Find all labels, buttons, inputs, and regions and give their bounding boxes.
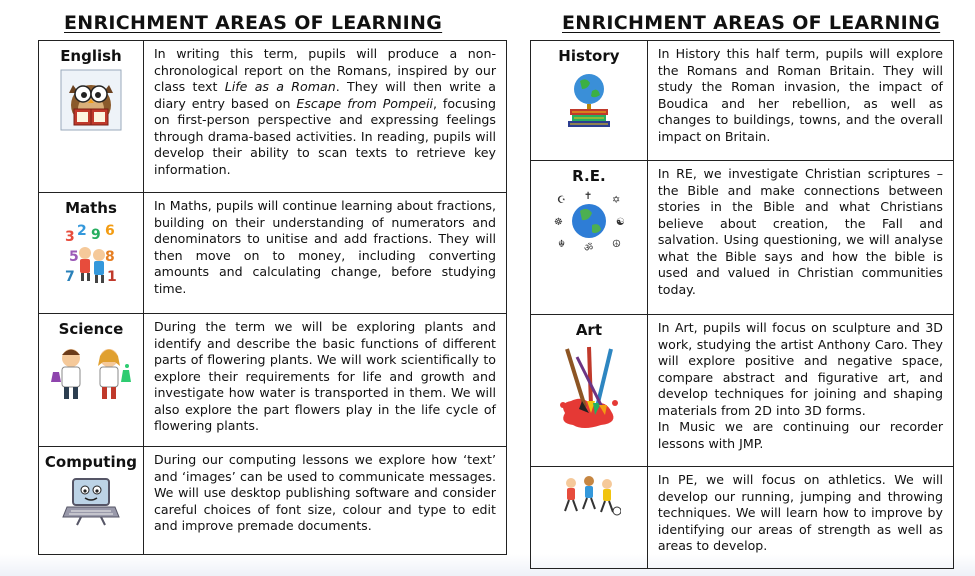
class-text-title: Life as a Roman bbox=[224, 79, 336, 94]
music-text: In Music we are continuing our recorder lessons with JMP. bbox=[657, 419, 943, 451]
re-label: R.E. bbox=[572, 167, 606, 185]
svg-text:☬: ☬ bbox=[557, 239, 566, 250]
art-row bbox=[531, 315, 954, 467]
left-heading: ENRICHMENT AREAS OF LEARNING bbox=[64, 12, 443, 34]
computing-row bbox=[39, 447, 507, 555]
science-description: During the term we will be exploring plants and identify and describe the basic functions of different parts of flowering plants. We will work scientifically to explore their requirements for life and growth and investigate how water is transported in them. We will also explore the part flowers play in the life cycle of flowering plants. bbox=[143, 314, 506, 447]
art-label: Art bbox=[575, 321, 602, 339]
right-subject-table bbox=[530, 40, 954, 569]
computing-label: Computing bbox=[44, 453, 138, 471]
svg-text:✡: ✡ bbox=[611, 195, 621, 206]
svg-text:☮: ☮ bbox=[611, 239, 621, 250]
computing-subject-cell bbox=[39, 447, 144, 555]
svg-text:9: 9 bbox=[90, 227, 101, 243]
svg-text:8: 8 bbox=[104, 249, 115, 265]
pe-subject-cell bbox=[531, 467, 648, 569]
svg-text:5: 5 bbox=[68, 249, 79, 265]
svg-text:2: 2 bbox=[76, 223, 87, 239]
pe-description: In PE, we will focus on athletics. We will develop our running, jumping and throwing techniques. We will learn how to improve by identifying our areas of strength as well as areas to develop. bbox=[647, 467, 953, 569]
owl-reading-book-icon bbox=[60, 69, 122, 131]
pe-row bbox=[531, 467, 954, 569]
globe-with-religious-symbols-icon bbox=[552, 189, 626, 253]
svg-text:ॐ: ॐ bbox=[583, 243, 594, 253]
art-subject-cell bbox=[531, 315, 648, 467]
svg-text:3: 3 bbox=[64, 229, 75, 245]
children-playing-sport-icon bbox=[557, 475, 621, 517]
history-label: History bbox=[558, 47, 620, 65]
history-row bbox=[531, 41, 954, 161]
diary-book-title: Escape from Pompeii bbox=[296, 95, 434, 111]
scientists-cartoon-icon bbox=[49, 342, 133, 402]
svg-text:6: 6 bbox=[104, 223, 115, 239]
laptop-character-icon bbox=[61, 475, 121, 527]
paint-brushes-splash-icon bbox=[553, 343, 625, 433]
art-music-description bbox=[647, 315, 953, 467]
maths-label: Maths bbox=[65, 199, 117, 217]
svg-text:☯: ☯ bbox=[615, 217, 625, 228]
svg-text:1: 1 bbox=[106, 269, 117, 285]
history-description: In History this half term, pupils will explore the Romans and Roman Britain. They will study the Roman invasion, the impact of Boudica and her rebellion, as well as changes to buildings, towns, and the overall impact on Britain. bbox=[647, 41, 953, 161]
svg-text:7: 7 bbox=[64, 269, 75, 285]
children-with-numbers-icon bbox=[61, 221, 121, 287]
re-description: In RE, we investigate Christian scriptures – the Bible and make connections between stories in the Bible and what Christians believe about creation, the Fall and salvation. Using questioning, we will analyse what the Bible says and how the bible is used and valued in Christian communities today. bbox=[647, 161, 953, 315]
maths-row bbox=[39, 193, 507, 314]
maths-subject-cell bbox=[39, 193, 144, 314]
history-subject-cell bbox=[531, 41, 648, 161]
left-subject-table bbox=[38, 40, 507, 555]
svg-text:✝: ✝ bbox=[583, 191, 593, 202]
english-label: English bbox=[60, 47, 122, 65]
english-subject-cell bbox=[39, 41, 144, 193]
english-description: In writing this term, pupils will produce a non-chronological report on the Romans, inspired by our class text Life as a Roman. They will then write a diary entry based on Escape from Pompeii, focusing on first-person perspective and expressing feelings through drama-based activities. In reading, pupils will develop their ability to scan texts to retrieve key information. bbox=[143, 41, 506, 193]
science-subject-cell bbox=[39, 314, 144, 447]
science-label: Science bbox=[58, 320, 124, 338]
svg-text:☸: ☸ bbox=[553, 217, 563, 228]
re-subject-cell bbox=[531, 161, 648, 315]
globe-on-books-icon bbox=[558, 69, 620, 131]
svg-text:☪: ☪ bbox=[556, 195, 566, 206]
maths-description: In Maths, pupils will continue learning about fractions, building on their understanding of numerators and denominators to unitise and add fractions. They will then move on to money, including converting amounts and calculating change, before studying time. bbox=[143, 193, 506, 314]
right-heading: ENRICHMENT AREAS OF LEARNING bbox=[562, 12, 941, 34]
art-text: In Art, pupils will focus on sculpture and 3D work, studying the artist Anthony Caro. They will explore positive and negative space, compare abstract and figurative art, and develop techniques for joining and shaping materials from 2D into 3D forms. bbox=[657, 320, 943, 418]
science-row bbox=[39, 314, 507, 447]
re-row bbox=[531, 161, 954, 315]
computing-description: During our computing lessons we explore how ‘text’ and ‘images’ can be used to communicate messages. We will use desktop publishing software and consider careful choices of font size, colour and type to edit and improve premade documents. bbox=[143, 447, 506, 555]
english-row bbox=[39, 41, 507, 193]
